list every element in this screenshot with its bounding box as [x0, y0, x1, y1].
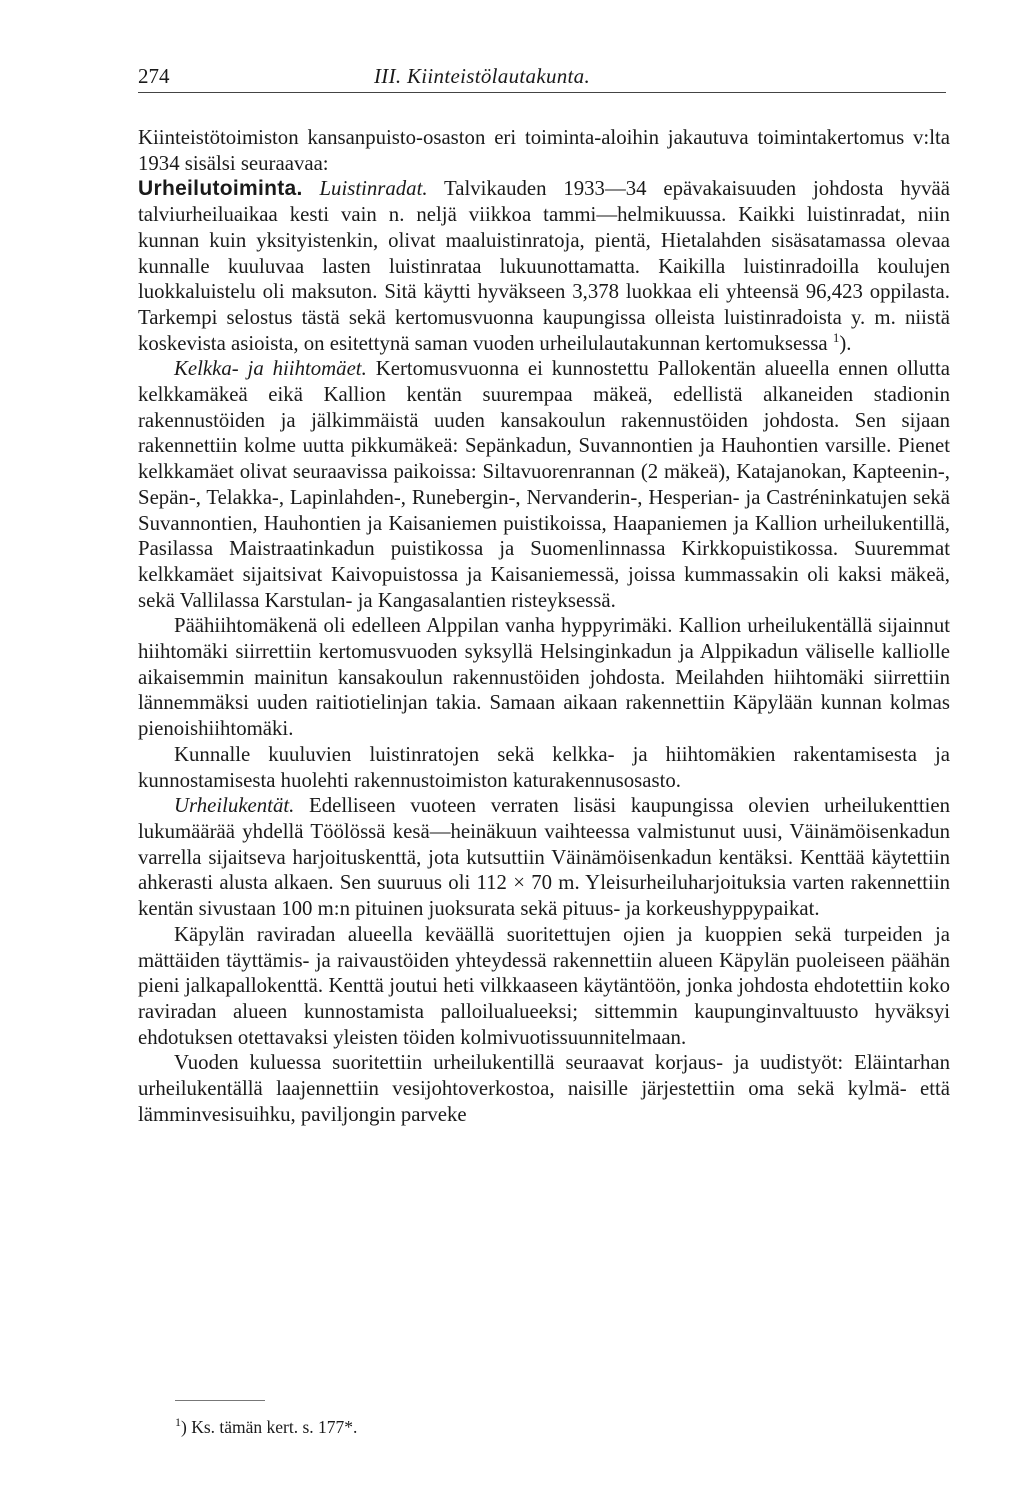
- paragraph-text: Vuoden kuluessa suoritettiin urheilukentillä seuraavat korjaus- ja uudistyöt: Eläintarhan urheilukentällä laajennettiin vesijohtoverkostoa, naisille järjestettiin oma sekä kylmä- että lämminvesisuihku, paviljongin parveke: [138, 1051, 950, 1126]
- subheading-luistinradat: Luistinradat.: [319, 177, 428, 201]
- paragraph-kelkkamaet: [138, 356, 950, 613]
- page-number: 274: [138, 64, 170, 88]
- paragraph-text: Kunnalle kuuluvien luistinratojen sekä kelkka- ja hiihtomäkien rakentamisesta ja kunnostamisesta huolehti rakennustoimiston katurakennusosasto.: [138, 742, 950, 792]
- paragraph-urheilukentat: [138, 793, 950, 922]
- header-rule: [138, 92, 946, 93]
- intro-text: Kiinteistötoimiston kansanpuisto-osaston eri toiminta-aloihin jakautuva toimintakertomus v:lta 1934 sisälsi seuraavaa:: [138, 126, 950, 175]
- paragraph-text: Kertomusvuonna ei kunnostettu Pallokentän alueella ennen ollutta kelkkamäkeä eikä Kallion kentän suurempaa mäkeä, edellistä alkaneiden stadionin rakennustöiden ja jälkimmäistä uuden kansakoulun rakennustöiden johdosta. Sen sijaan rakennettiin kolme uutta pikkumäkeä: Sepänkadun, Suvannontien ja Hauhontien varsille. Pienet kelkkamäet olivat seuraavissa paikoissa: Siltavuorenrannan (2 mäkeä), Katajanokan, Kapteenin-, Sepän-, Telakka-, Lapinlahden-, Runebergin-, Nervanderin-, Hesperian- ja Castréninkatujen sekä Suvannontien, Hauhontien ja Kaisaniemen puistikoissa, Haapaniemen ja Kallion urheilukentillä, Pasilassa Maistraatinkadun puistikossa ja Suomenlinnassa Kirkkopuistikossa. Suuremmat kelkkamäet sijaitsivat Kaivopuistossa ja Kaisaniemessä, joissa kummassakin oli kaksi mäkeä, sekä Vallilassa Karstulan- ja Kangasalantien risteyksessä.: [138, 357, 951, 612]
- paragraph-rakentaminen: [138, 742, 950, 793]
- footnote-mark: 1: [175, 1415, 181, 1430]
- footnote: [175, 1416, 775, 1438]
- paragraph-text: Päähiihtomäkenä oli edelleen Alppilan vanha hyppyrimäki. Kallion urheilukentällä sijainnut hiihtomäki siirrettiin kertomusvuoden syksyllä Helsinginkadun ja Alppikadun väliselle kalliolle aikaisemmin mainitun kansakoulun rakennustöiden johdosta. Meilahden hiihtomäki siirrettiin lännemmäksi uuden raitiotielinjan takia. Samaan aikaan rakennettiin Käpylään kunnan kolmas pienoishiihtomäki.: [138, 614, 950, 741]
- paragraph-text: Edelliseen vuoteen verraten lisäsi kaupungissa olevien urheilukenttien lukumäärää yhdellä Töölössä kesä—heinäkuun vaihteessa valmistunut uusi, Väinämöisenkadun varrella sijaitseva harjoituskenttä, jota kutsuttiin Väinämöisenkadun kentäksi. Kenttää käytettiin ahkerasti alusta alkaen. Sen suuruus oli 112 × 70 m. Yleisurheiluharjoituksia varten rakennettiin kentän sivustaan 100 m:n pituinen juoksurata sekä pituus- ja korkeushyppypaikat.: [138, 794, 951, 921]
- paragraph-kapyla: [138, 922, 950, 1051]
- subheading-kelkka-hiihtomaet: Kelkka- ja hiihtomäet.: [174, 357, 367, 381]
- paragraph-hiihtomaki: [138, 613, 950, 742]
- page-header: [138, 64, 946, 98]
- footnote-rule: [175, 1400, 265, 1401]
- section-heading: Urheilutoiminta.: [138, 177, 303, 201]
- subheading-urheilukentat: Urheilukentät.: [174, 794, 295, 818]
- paragraph-luistinradat: [138, 176, 950, 356]
- paragraph-text: Käpylän raviradan alueella keväällä suoritettujen ojien ja kuoppien sekä turpeiden ja mättäiden täyttämis- ja raivaustöiden yhteydessä rakennettiin alueen Käpylän puoleiseen päähän pieni jalkapallokenttä. Kenttä joutui heti vilkkaaseen käytäntöön, jonka johdosta ehdotettiin koko raviradan alueen kunnostamista palloilualueeksi; sittemmin kaupunginvaltuusto hyväksyi ehdotuksen otettavaksi yleisten töiden kolmivuotissuunnitelmaan.: [138, 922, 950, 1049]
- footnote-reference: 1: [832, 329, 840, 345]
- paragraph-text: Talvikauden 1933—34 epävakaisuuden johdosta hyvää talviurheiluaikaa kesti vain n. neljä viikkoa tammi—helmikuussa. Kaikki luistinradat, niin kunnan kuin yksityistenkin, olivat maaluistinratoja, pientä, Hietalahden sisäsatamassa olevaa kunnalle kuuluvaa lasten luistinrataa lukuunottamatta. Kaikilla luistinradoilla koulujen luokkaluistelu oli maksuton. Sitä käytti hyväkseen 3,378 luokkaa eli yhteensä 96,423 oppilasta. Tarkempi selostus tästä sekä kertomusvuonna kaupungissa olleista luistinradoista y. m. niistä koskevista asioista, on esitettynä saman vuoden urheilulautakunnan kertomuksessa: [138, 177, 950, 355]
- body-text: [138, 125, 950, 1127]
- footnote-text: ) Ks. tämän kert. s. 177*.: [181, 1417, 358, 1437]
- intro-paragraph: [138, 125, 950, 176]
- running-title: III. Kiinteistölautakunta.: [374, 64, 591, 88]
- paragraph-text-end: ).: [839, 331, 852, 355]
- paragraph-korjaustyot: [138, 1050, 950, 1127]
